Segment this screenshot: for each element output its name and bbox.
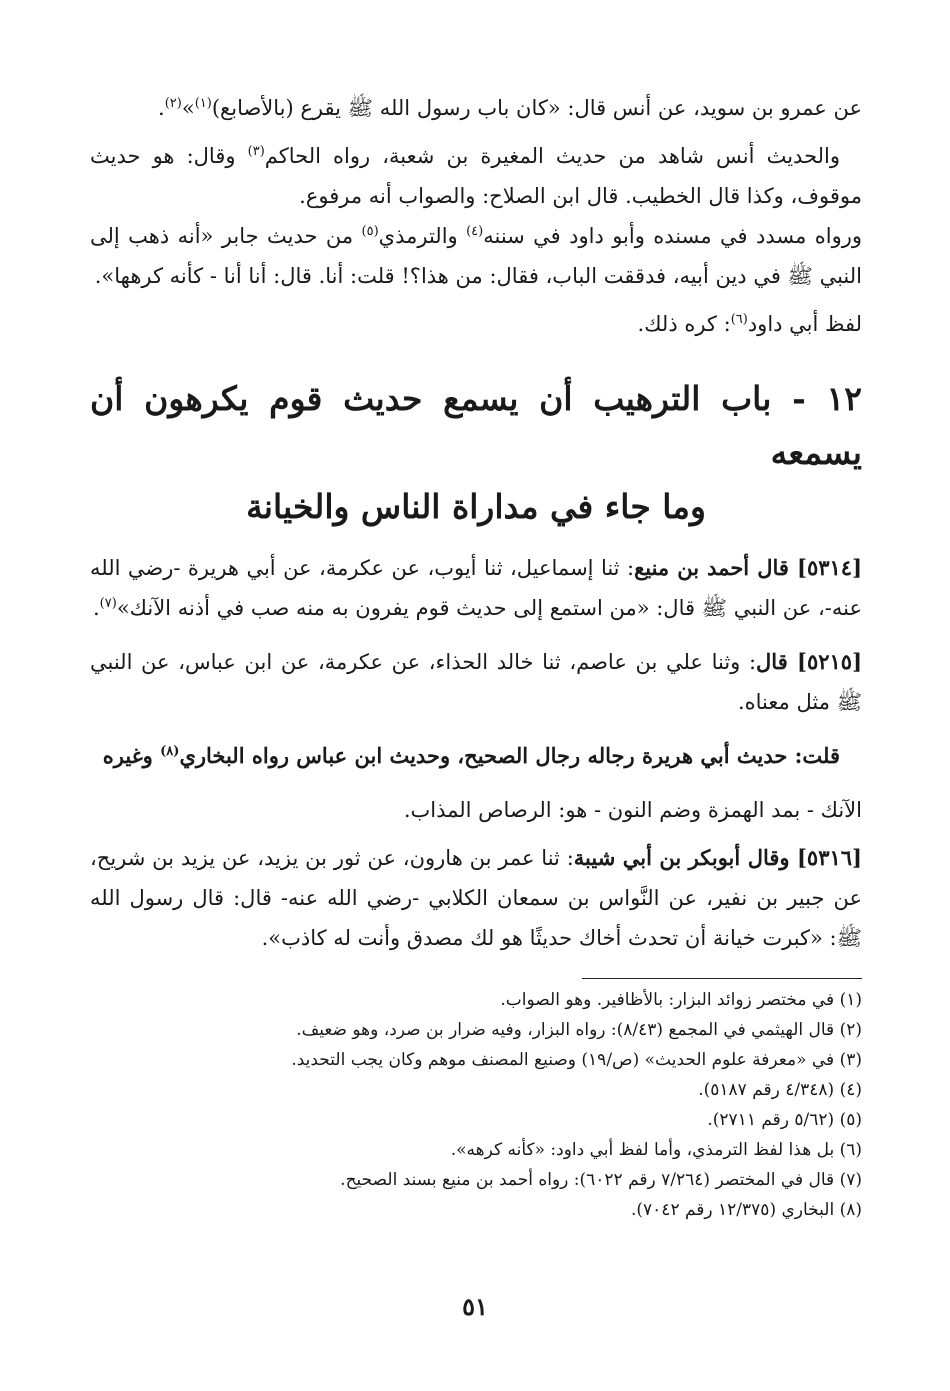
paragraph-4 — [90, 304, 862, 344]
footnote-ref-6: (٦) — [730, 312, 748, 327]
paragraph-1-text: عن عمرو بن سويد، عن أنس قال: «كان باب رسول الله ﷺ يقرع (بالأصابع) — [211, 96, 862, 120]
hadith-number: [٥٢١٥] — [797, 649, 862, 674]
hadith-text: : وثنا علي بن عاصم، ثنا خالد الحذاء، عن عكرمة، عن ابن عباس، عن النبي ﷺ مثل معناه. — [90, 650, 862, 714]
chapter-heading — [90, 372, 862, 534]
paragraph-3-text-b: والترمذي — [378, 224, 467, 248]
footnote-3: (٣) في «معرفة علوم الحديث» (ص/١٩) وصنيع المصنف موهم وكان يجب التحديد. — [291, 1050, 862, 1070]
footnote-ref-4: (٤) — [466, 224, 484, 239]
footnote-6: (٦) بل هذا لفظ الترمذي، وأما لفظ أبي داود: «كأنه كرهه». — [450, 1140, 862, 1160]
footnote-ref-2: (٢) — [164, 96, 182, 111]
hadith-5314 — [90, 548, 862, 628]
author-note-end: وغيره — [102, 743, 161, 768]
footnote-ref-7: (٧) — [99, 596, 117, 611]
quote-close: » — [181, 96, 195, 120]
book-page — [90, 88, 862, 1225]
chapter-heading-line-1: ١٢ - باب الترهيب أن يسمع حديث قوم يكرهون أن يسمعه — [90, 379, 862, 472]
author-note — [90, 736, 862, 776]
aanuk-definition-text: الآنك - بمد الهمزة وضم النون - هو: الرصاص المذاب. — [403, 798, 862, 822]
footnotes-list — [90, 985, 862, 1225]
paragraph-2-text-a: والحديث أنس شاهد من حديث المغيرة بن شعبة، رواه الحاكم — [264, 144, 840, 168]
footnote-ref-1: (١) — [194, 96, 212, 111]
paragraph-3 — [90, 216, 862, 296]
footnote-ref-8: (٨) — [160, 744, 180, 759]
paragraph-3-text-a: ورواه مسدد في مسنده وأبو داود في سننه — [483, 224, 863, 248]
footnote-5: (٥) (٥/٦٢ رقم ٢٧١١). — [707, 1110, 862, 1130]
hadith-5316 — [90, 838, 862, 958]
paragraph-4-text-a: لفظ أبي داود — [747, 312, 862, 336]
author-note-text: قلت: حديث أبي هريرة رجاله رجال الصحيح، وحديث ابن عباس رواه البخاري — [179, 743, 840, 768]
chapter-heading-line-2: وما جاء في مداراة الناس والخيانة — [246, 487, 706, 526]
hadith-text: : ثنا إسماعيل، ثنا أيوب، عن عكرمة، عن أبي هريرة -رضي الله عنه-، عن النبي ﷺ قال: «من استمع إلى حديث قوم يفرون به منه صب في أذنه الآنك» — [90, 556, 862, 620]
footnote-7: (٧) قال في المختصر (٧/٢٦٤ رقم ٦٠٢٢): رواه أحمد بن منيع بسند الصحيح. — [340, 1170, 862, 1190]
hadith-narrator: قال — [756, 649, 797, 674]
footnote-ref-3: (٣) — [247, 144, 265, 159]
footnote-2: (٢) قال الهيثمي في المجمع (٨/٤٣): رواه البزار، وفيه ضرار بن صرد، وهو ضعيف. — [296, 1020, 862, 1040]
hadith-text: : ثنا عمر بن هارون، عن ثور بن يزيد، عن يزيد بن شريح، عن جبير بن نفير، عن النَّواس بن سمعان الكلابي -رضي الله عنه- قال: قال رسول الله ﷺ: «كبرت خيانة أن تحدث أخاك حديثًا هو لك مصدق وأنت له كاذب». — [90, 846, 862, 950]
footnote-4: (٤) (٤/٣٤٨ رقم ٥١٨٧). — [698, 1080, 862, 1100]
footnote-1: (١) في مختصر زوائد البزار: بالأظافير. وهو الصواب. — [500, 990, 862, 1010]
paragraph-4-text-b: : كره ذلك. — [637, 312, 731, 336]
footnote-ref-5: (٥) — [361, 224, 379, 239]
hadith-narrator: وقال أبوبكر بن أبي شيبة — [573, 845, 797, 870]
hadith-narrator: قال أحمد بن منيع — [634, 555, 797, 580]
hadith-number: [٥٣١٦] — [796, 845, 862, 870]
footnote-divider — [582, 978, 862, 979]
aanuk-definition — [90, 790, 862, 830]
page-number: ٥١ — [462, 1292, 488, 1321]
paragraph-2-text-b: وقال: هو حديث موقوف، وكذا قال الخطيب. قال ابن الصلاح: والصواب أنه مرفوع. — [90, 144, 862, 208]
hadith-5215 — [90, 642, 862, 722]
paragraph-3-text-c: من حديث جابر «أنه ذهب إلى النبي ﷺ في دين أبيه، فدققت الباب، فقال: من هذا؟! قلت: أنا. قال: أنا أنا - كأنه كرهها». — [90, 224, 862, 288]
hadith-number: [٥٣١٤] — [797, 555, 862, 580]
hadith-end: . — [92, 596, 100, 620]
paragraph-2 — [90, 136, 862, 216]
footnote-8: (٨) البخاري (١٢/٣٧٥ رقم ٧٠٤٢). — [631, 1200, 862, 1220]
paragraph-1 — [90, 88, 862, 128]
paragraph-1-dot: . — [158, 96, 165, 120]
